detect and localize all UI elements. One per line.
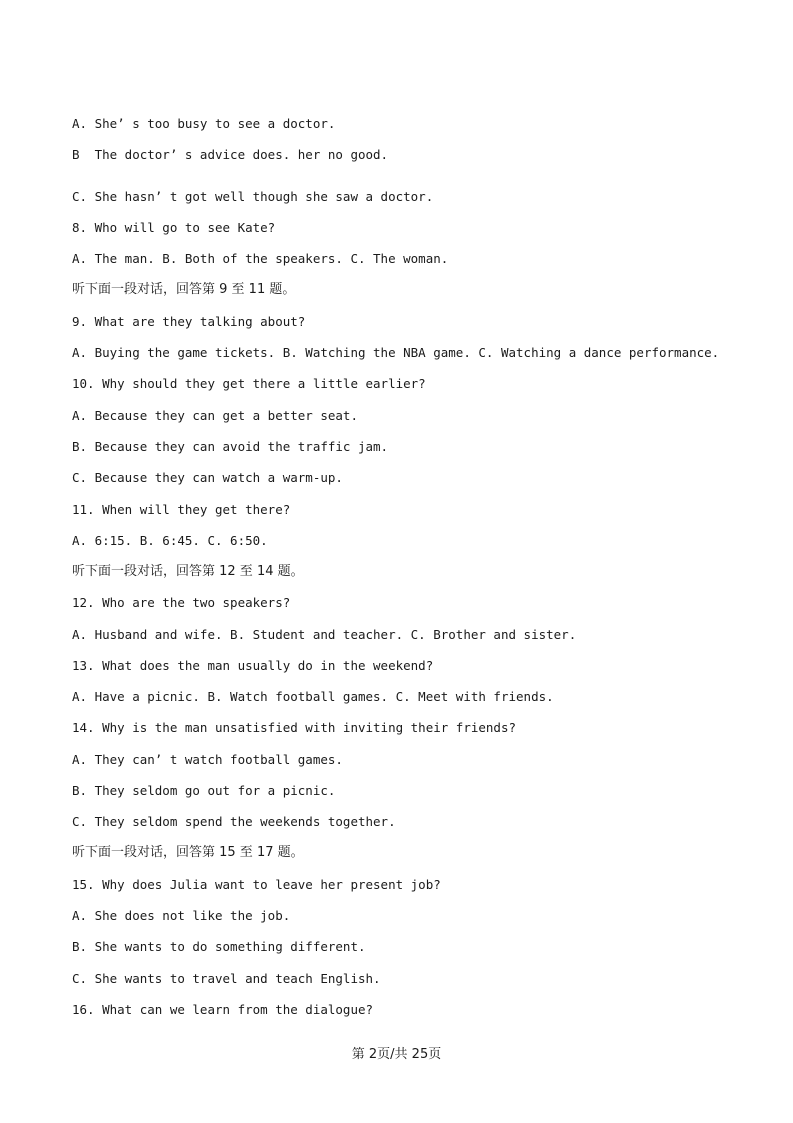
answer-option-line: B. She wants to do something different. (72, 939, 366, 954)
question-line: 14. Why is the man unsatisfied with inviting their friends? (72, 720, 517, 735)
answer-option-line: C. Because they can watch a warm-up. (72, 470, 343, 485)
section-heading: 听下面一段对话，回答第 15 至 17 题。 (72, 845, 304, 860)
question-line: 13. What does the man usually do in the weekend? (72, 658, 434, 673)
question-line: 11. When will they get there? (72, 502, 291, 517)
question-line: 16. What can we learn from the dialogue? (72, 1002, 374, 1017)
answer-option-line: A. The man. B. Both of the speakers. C. The woman. (72, 251, 449, 266)
question-line: 15. Why does Julia want to leave her present job? (72, 877, 441, 892)
answer-option-line: B. They seldom go out for a picnic. (72, 783, 336, 798)
answer-option-line: C. She hasn’ t got well though she saw a doctor. (72, 189, 434, 204)
question-line: 8. Who will go to see Kate? (72, 220, 276, 235)
answer-option-line: A. They can’ t watch football games. (72, 752, 343, 767)
question-line: 12. Who are the two speakers? (72, 595, 291, 610)
answer-option-line: A. Husband and wife. B. Student and teacher. C. Brother and sister. (72, 627, 577, 642)
answer-option-line: A. 6:15. B. 6:45. C. 6:50. (72, 533, 268, 548)
answer-option-line: C. She wants to travel and teach English. (72, 971, 381, 986)
section-heading: 听下面一段对话，回答第 12 至 14 题。 (72, 564, 304, 579)
answer-option-line: B. Because they can avoid the traffic jam. (72, 439, 389, 454)
answer-option-line: B The doctor’ s advice does. her no good. (72, 147, 389, 162)
answer-option-line: A. She’ s too busy to see a doctor. (72, 116, 336, 131)
answer-option-line: C. They seldom spend the weekends together. (72, 814, 396, 829)
section-heading: 听下面一段对话，回答第 9 至 11 题。 (72, 282, 296, 297)
answer-option-line: A. Because they can get a better seat. (72, 408, 358, 423)
question-line: 9. What are they talking about? (72, 314, 306, 329)
answer-option-line: A. She does not like the job. (72, 908, 291, 923)
question-line: 10. Why should they get there a little earlier? (72, 376, 426, 391)
answer-option-line: A. Buying the game tickets. B. Watching the NBA game. C. Watching a dance performance. (72, 345, 720, 360)
page-number-footer: 第 2页/共 25页 (351, 1047, 442, 1062)
answer-option-line: A. Have a picnic. B. Watch football games. C. Meet with friends. (72, 689, 554, 704)
